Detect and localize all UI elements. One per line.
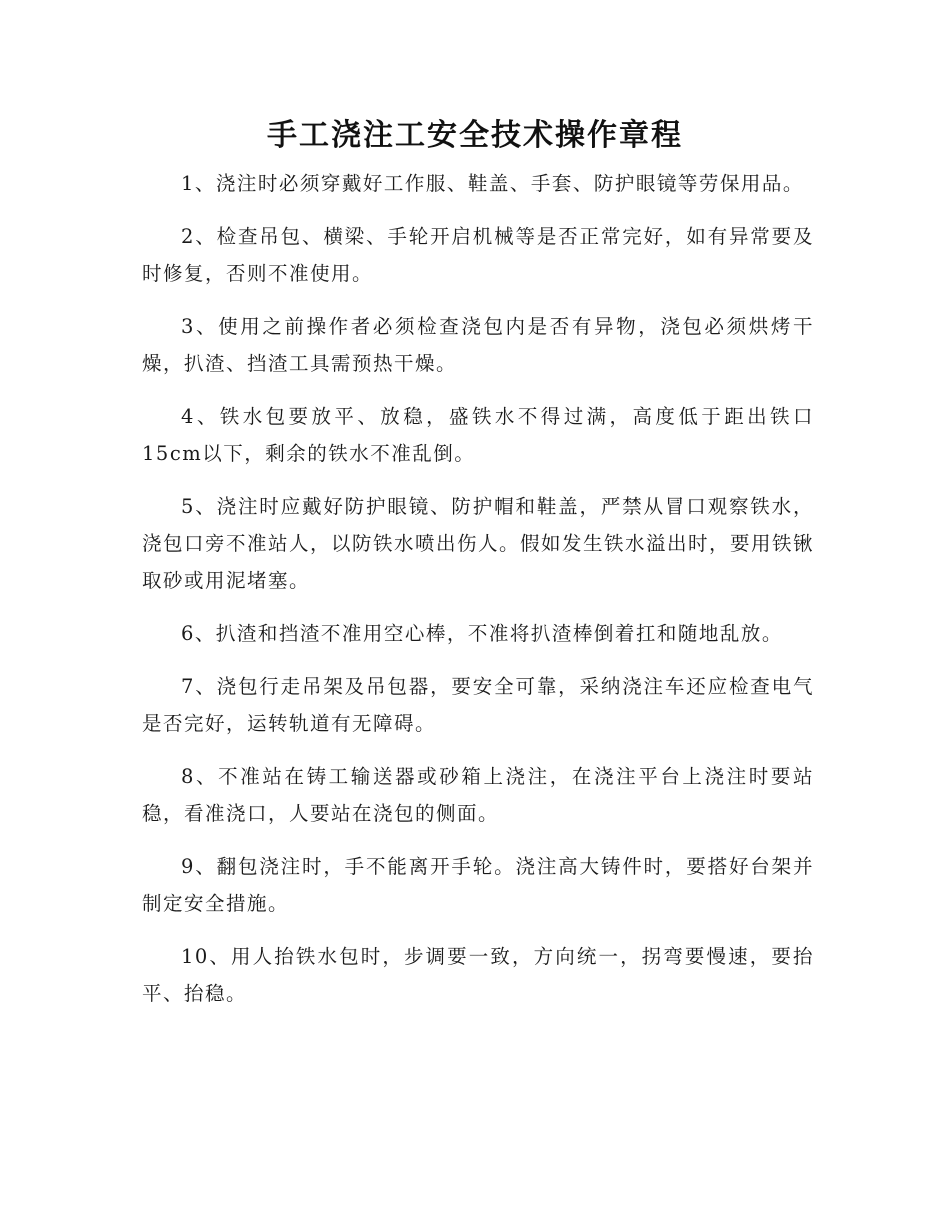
- rule-paragraph-4: 4、铁水包要放平、放稳，盛铁水不得过满，高度低于距出铁口15cm以下，剩余的铁水不准乱倒。: [142, 405, 814, 465]
- rule-paragraph-2: 2、检查吊包、横梁、手轮开启机械等是否正常完好，如有异常要及时修复，否则不准使用。: [142, 225, 814, 285]
- rule-paragraph-6: 6、扒渣和挡渣不准用空心棒，不准将扒渣棒倒着扛和随地乱放。: [181, 622, 783, 645]
- rule-paragraph-7: 7、浇包行走吊架及吊包器，要安全可靠，采纳浇注车还应检查电气是否完好，运转轨道有无障碍。: [142, 675, 814, 735]
- rule-paragraph-1: 1、浇注时必须穿戴好工作服、鞋盖、手套、防护眼镜等劳保用品。: [181, 172, 804, 195]
- rule-paragraph-9: 9、翻包浇注时，手不能离开手轮。浇注高大铸件时，要搭好台架并制定安全措施。: [142, 855, 814, 915]
- document-body: [142, 165, 814, 1028]
- rule-paragraph-8: 8、不准站在铸工输送器或砂箱上浇注，在浇注平台上浇注时要站稳，看准浇口，人要站在浇包的侧面。: [142, 765, 814, 825]
- document-title: 手工浇注工安全技术操作章程: [267, 118, 683, 153]
- rule-paragraph-5: 5、浇注时应戴好防护眼镜、防护帽和鞋盖，严禁从冒口观察铁水，浇包口旁不准站人，以防铁水喷出伤人。假如发生铁水溢出时，要用铁锹取砂或用泥堵塞。: [142, 495, 815, 592]
- rule-paragraph-3: 3、使用之前操作者必须检查浇包内是否有异物，浇包必须烘烤干燥，扒渣、挡渣工具需预热干燥。: [142, 315, 814, 375]
- rule-paragraph-10: 10、用人抬铁水包时，步调要一致，方向统一，拐弯要慢速，要抬平、抬稳。: [142, 945, 814, 1005]
